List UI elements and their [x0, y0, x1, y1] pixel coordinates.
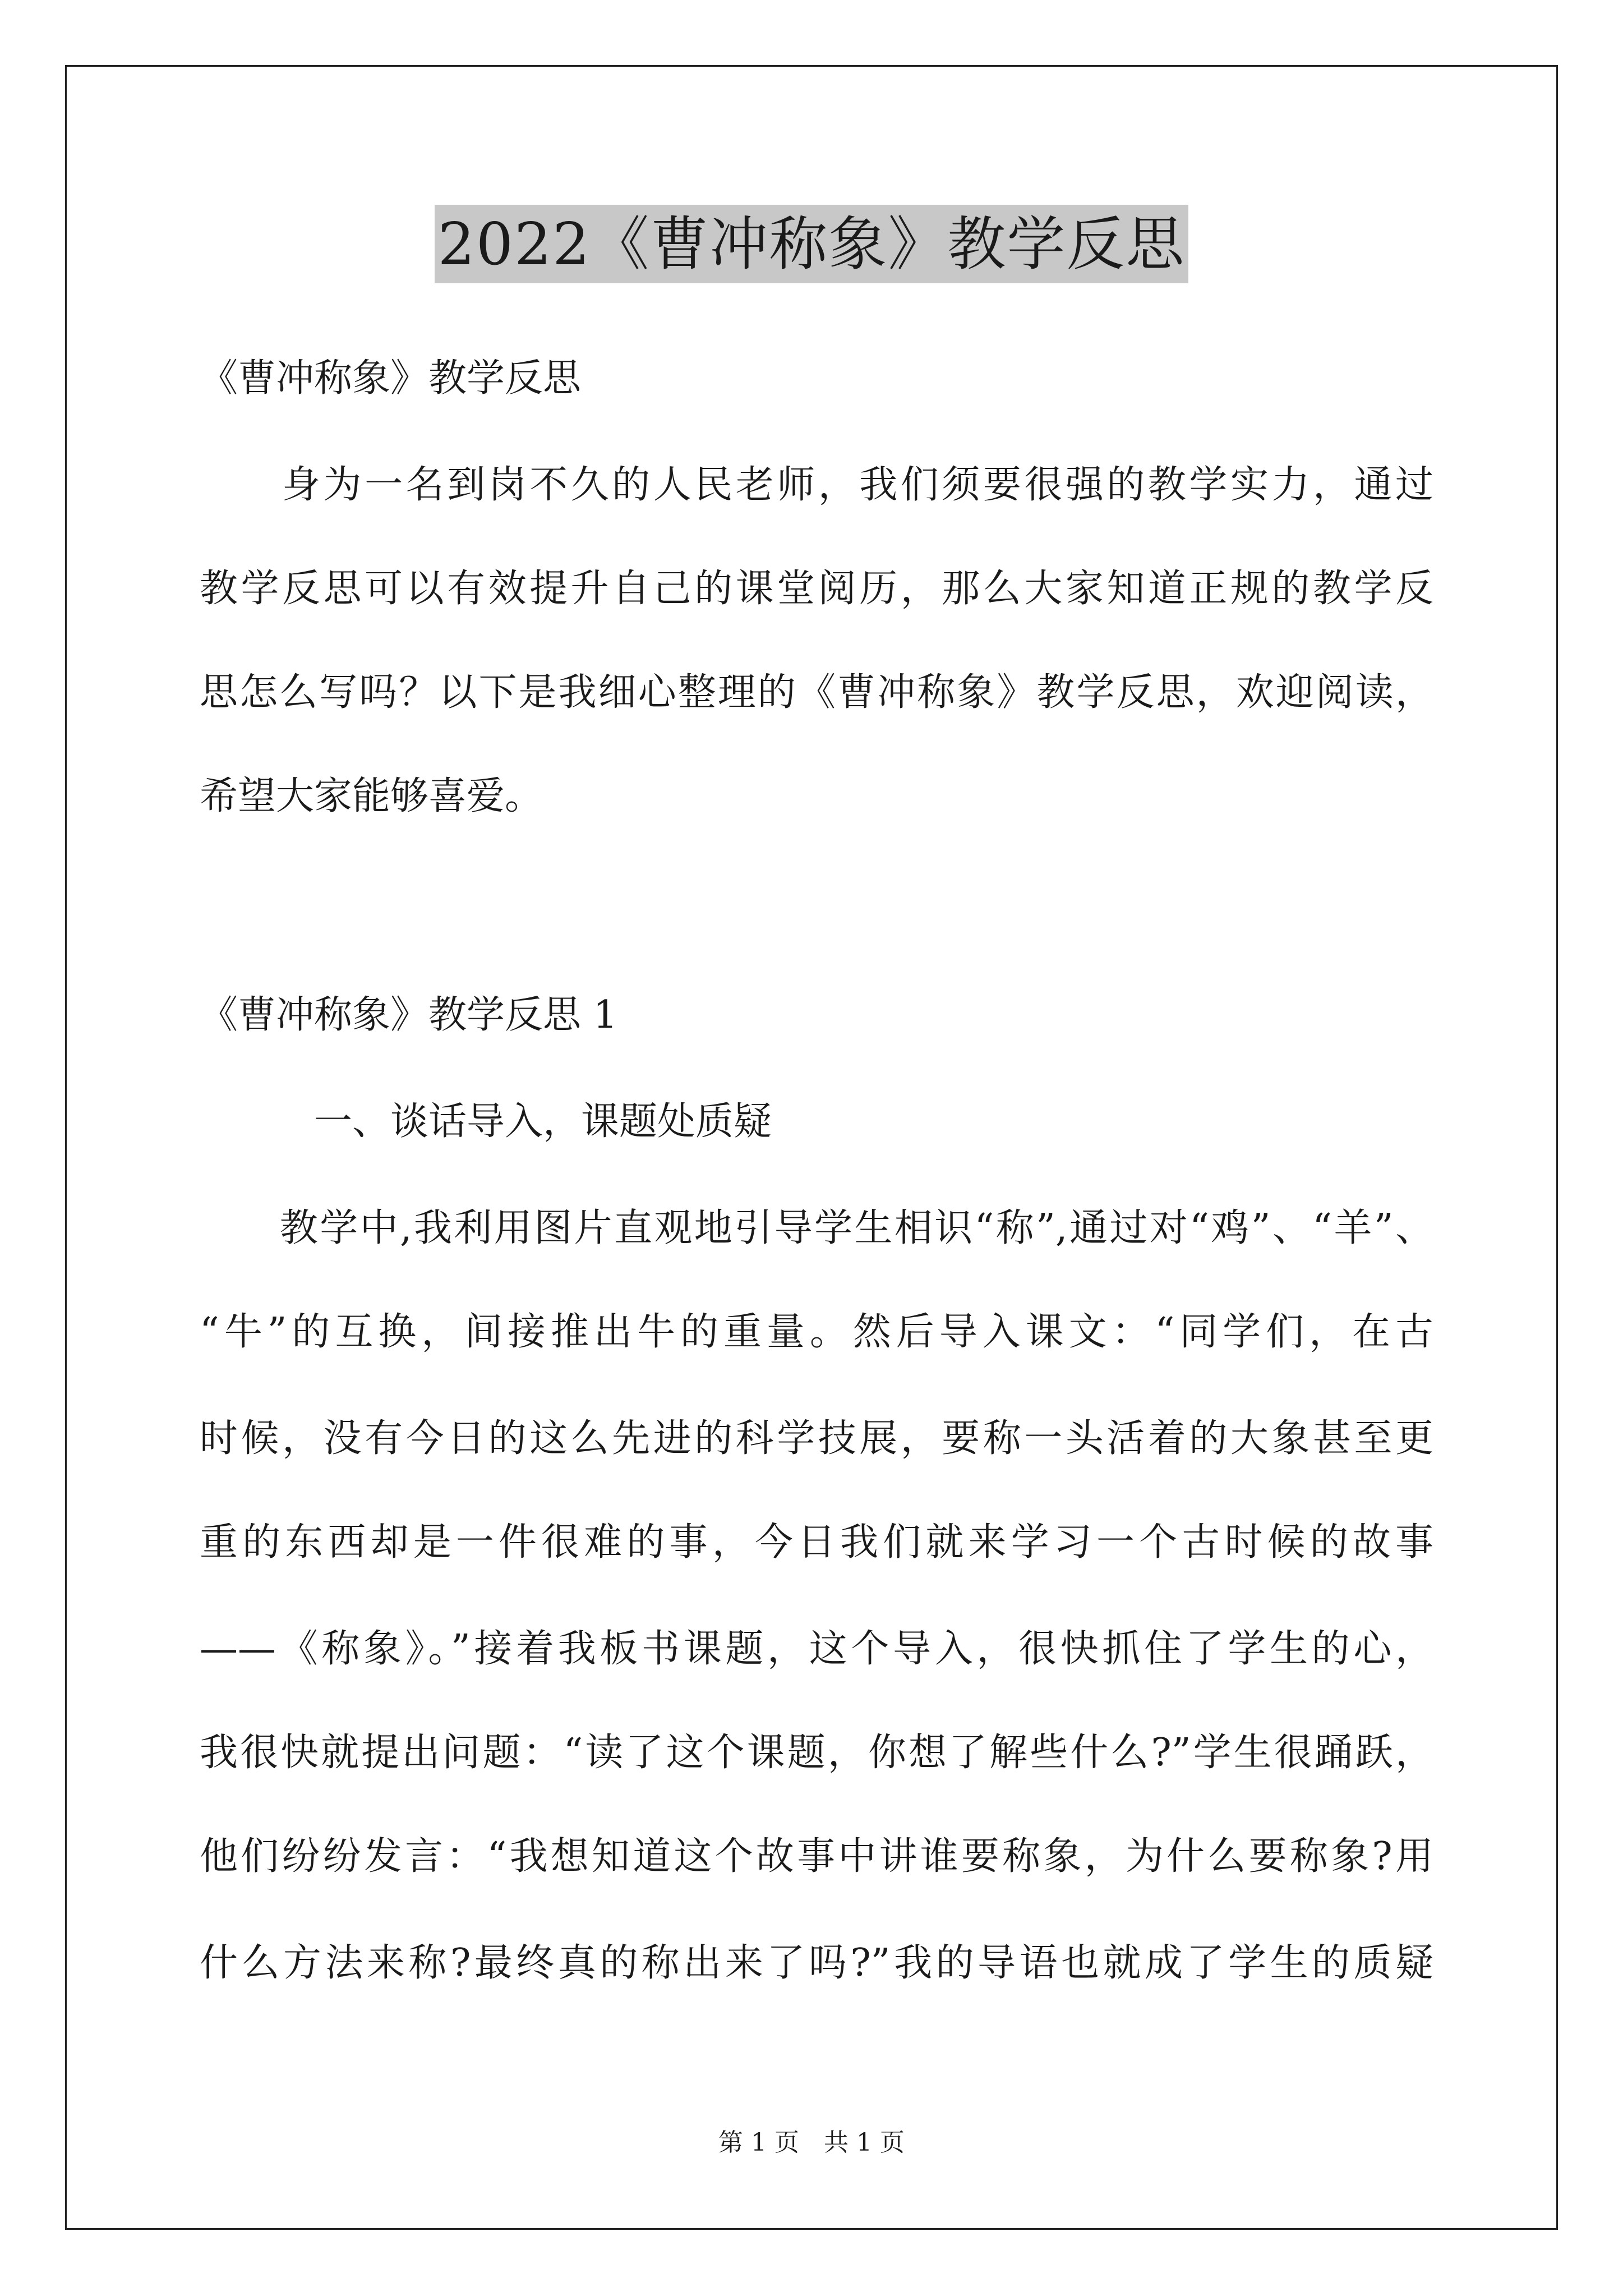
sub-heading: 一、谈话导入，课题处质疑 — [200, 1099, 772, 1144]
document-title: 2022《曹冲称象》教学反思 — [435, 205, 1189, 283]
body-line-4: 重的东西却是一件很难的事，今日我们就来学习一个古时候的故事 — [200, 1520, 1433, 1565]
intro-line-4: 希望大家能够喜爱。 — [200, 774, 543, 818]
subtitle: 《曹冲称象》教学反思 — [200, 356, 582, 401]
body-line-7: 他们纷纷发言：“我想知道这个故事中讲谁要称象，为什么要称象?用 — [200, 1834, 1433, 1879]
title-container — [0, 205, 1623, 283]
section-title: 《曹冲称象》教学反思 1 — [200, 993, 617, 1037]
body-line-5: ——《称象》。”接着我板书课题，这个导入，很快抓住了学生的心， — [200, 1627, 1433, 1671]
page-footer: 第 1 页 共 1 页 — [718, 2128, 905, 2157]
body-line-1: 教学中,我利用图片直观地引导学生相识“称”,通过对“鸡”、“羊”、 — [200, 1206, 1433, 1250]
body-line-3: 时候，没有今日的这么先进的科学技展，要称一头活着的大象甚至更 — [200, 1416, 1433, 1461]
body-line-8: 什么方法来称?最终真的称出来了吗?”我的导语也就成了学生的质疑 — [200, 1941, 1433, 1985]
intro-line-1: 身为一名到岗不久的人民老师，我们须要很强的教学实力，通过 — [200, 463, 1433, 507]
intro-line-2: 教学反思可以有效提升自己的课堂阅历，那么大家知道正规的教学反 — [200, 567, 1433, 611]
intro-line-3: 思怎么写吗？以下是我细心整理的《曹冲称象》教学反思，欢迎阅读， — [200, 670, 1433, 715]
body-line-2: “牛”的互换，间接推出牛的重量。然后导入课文：“同学们，在古 — [200, 1310, 1433, 1354]
body-line-6: 我很快就提出问题：“读了这个课题，你想了解些什么?”学生很踊跃， — [200, 1731, 1433, 1775]
